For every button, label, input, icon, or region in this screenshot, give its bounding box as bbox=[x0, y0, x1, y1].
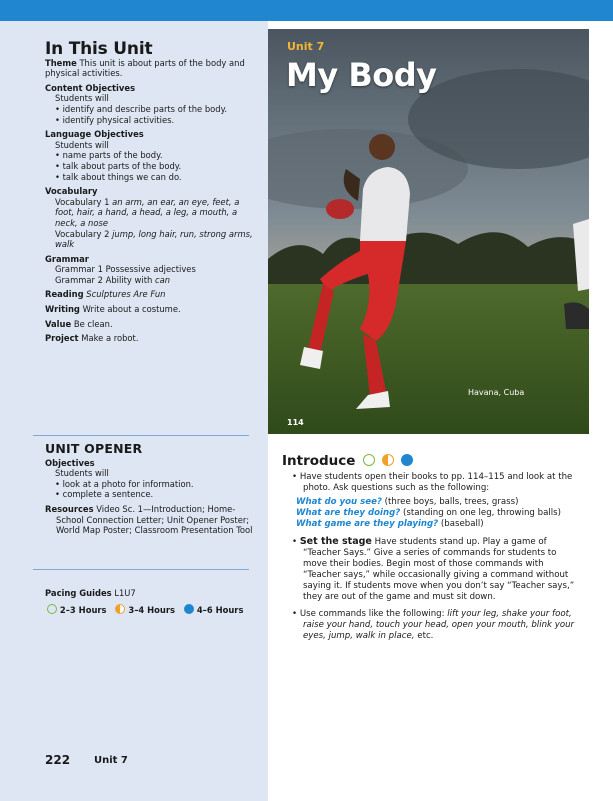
pacing-label-row: Pacing Guides L1U7 bbox=[45, 588, 136, 598]
list-item: • Have students open their books to pp. 114–115 and look at the photo. Ask questions such as the following: bbox=[292, 472, 573, 493]
content-objectives-label: Content Objectives bbox=[45, 82, 136, 93]
student-page-number: 114 bbox=[287, 418, 304, 427]
value-row: Value Be clean. bbox=[45, 318, 113, 329]
sidebar-title: In This Unit bbox=[45, 39, 153, 59]
theme-text: This unit is about parts of the body and physical activities. bbox=[45, 57, 245, 79]
pacing-guides bbox=[45, 588, 260, 615]
introduce-heading bbox=[282, 450, 413, 469]
filled-circle-icon bbox=[401, 454, 413, 466]
half-circle-icon bbox=[115, 604, 125, 614]
introduce-body bbox=[282, 472, 582, 642]
list-item: • talk about parts of the body. bbox=[55, 160, 182, 171]
vocab1-row: Vocabulary 1 an arm, an ear, an eye, feet, a foot, hair, a hand, a head, a leg, a mouth, a neck, a nose bbox=[55, 196, 240, 228]
vocabulary bbox=[45, 186, 260, 250]
theme-row bbox=[45, 58, 260, 79]
list-item: • identify physical activities. bbox=[55, 114, 175, 125]
unit-opener-title: UNIT OPENER bbox=[45, 441, 143, 456]
page-number: 222 bbox=[45, 753, 71, 767]
writing-row: Writing Write about a costume. bbox=[45, 304, 181, 315]
grammar-label: Grammar bbox=[45, 253, 89, 264]
list-item: • talk about things we can do. bbox=[55, 171, 182, 182]
unit-opener-section bbox=[45, 441, 260, 536]
list-item: • identify and describe parts of the body. bbox=[55, 103, 228, 114]
theme-label: Theme bbox=[45, 57, 77, 68]
list-item: • name parts of the body. bbox=[55, 150, 163, 161]
in-this-unit-section bbox=[45, 39, 260, 344]
content-objectives bbox=[45, 83, 260, 125]
photo-caption: Havana, Cuba bbox=[468, 388, 525, 397]
list-item: • look at a photo for information. bbox=[55, 478, 194, 489]
language-intro: Students will bbox=[55, 139, 109, 150]
divider bbox=[33, 569, 249, 570]
reading-row: Reading Sculptures Are Fun bbox=[45, 289, 166, 300]
language-objectives-label: Language Objectives bbox=[45, 129, 144, 140]
grammar2-row: Grammar 2 Ability with can bbox=[55, 274, 171, 285]
vocabulary-label: Vocabulary bbox=[45, 186, 98, 197]
grammar1-row: Grammar 1 Possessive adjectives bbox=[55, 264, 196, 275]
resources-row: Resources Video Sc. 1—Introduction; Home-School Connection Letter; Unit Opener Poster; World Map Poster; Classroom Presentation Tool bbox=[45, 503, 253, 536]
content-intro: Students will bbox=[55, 93, 109, 104]
divider bbox=[33, 435, 249, 436]
list-item: • complete a sentence. bbox=[55, 489, 154, 500]
project-row: Project Make a robot. bbox=[45, 333, 139, 344]
question-row: What game are they playing? (baseball) bbox=[296, 519, 484, 529]
top-color-bar bbox=[0, 0, 613, 21]
introduce-title: Introduce bbox=[282, 453, 356, 469]
objectives-intro: Students will bbox=[55, 468, 109, 479]
pacing-options: 2–3 Hours 3–4 Hours 4–6 Hours bbox=[45, 604, 260, 616]
grammar bbox=[45, 254, 260, 286]
list-item: • Set the stage Have students stand up. Play a game of “Teacher Says.” Give a series of commands for students to move their bodies. Begin most of those commands with “Teacher says,” while occasionally giving a command without saying it. If students move when you don’t say “Teacher says,” they are out of the game and must sit down. bbox=[292, 536, 575, 602]
unit-label: Unit 7 bbox=[287, 40, 325, 53]
circle-outline-icon bbox=[363, 454, 375, 466]
filled-circle-icon bbox=[184, 604, 194, 614]
question-row: What are they doing? (standing on one leg, throwing balls) bbox=[296, 508, 561, 518]
question-row: What do you see? (three boys, balls, trees, grass) bbox=[296, 497, 519, 507]
list-item: • Use commands like the following: lift your leg, shake your foot, raise your hand, touch your head, open your mouth, blink your eyes, jump, walk in place, etc. bbox=[292, 609, 575, 641]
objectives-label: Objectives bbox=[45, 457, 95, 468]
half-circle-icon bbox=[382, 454, 394, 466]
footer-unit: Unit 7 bbox=[94, 755, 128, 766]
language-objectives bbox=[45, 129, 260, 182]
circle-outline-icon bbox=[47, 604, 57, 614]
unit-title: My Body bbox=[286, 56, 437, 94]
vocab2-row: Vocabulary 2 jump, long hair, run, strong arms, walk bbox=[55, 228, 253, 250]
